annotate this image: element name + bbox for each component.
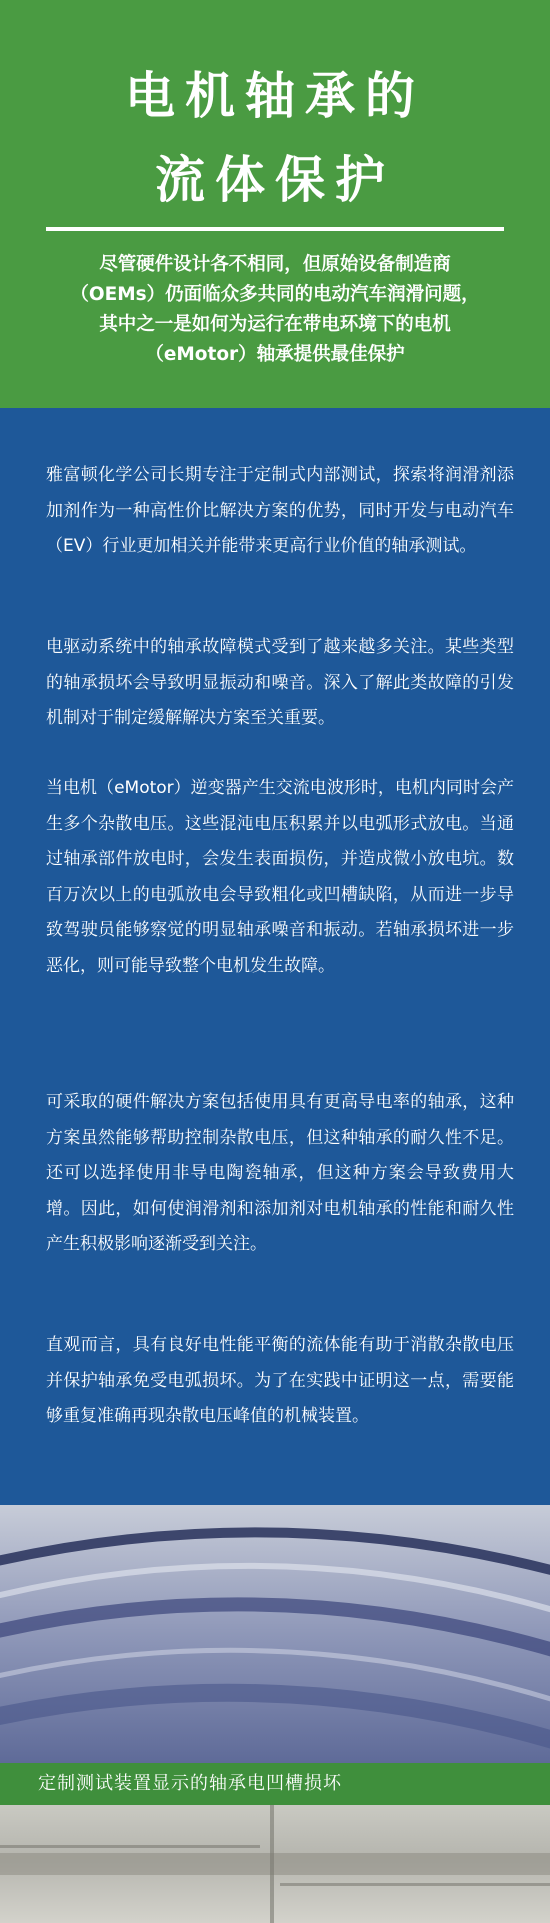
groove-damage-strip — [0, 1805, 550, 1923]
article-body — [0, 408, 550, 1508]
lead-line-4: （eMotor）轴承提供最佳保护 — [145, 344, 405, 365]
lead-summary — [30, 250, 520, 370]
title-line-1: 电机轴承的 — [125, 67, 425, 125]
lead-line-3: 其中之一是如何为运行在带电环境下的电机 — [99, 314, 451, 335]
figure-caption: 定制测试装置显示的轴承电凹槽损坏 — [38, 1773, 342, 1794]
page-title — [0, 54, 550, 222]
title-line-2: 流体保护 — [155, 151, 395, 209]
header-banner — [0, 0, 550, 408]
groove-texture — [0, 1805, 550, 1923]
paragraph-1: 雅富顿化学公司长期专注于定制式内部测试，探索将润滑剂添加剂作为一种高性价比解决方案的优势，同时开发与电动汽车（EV）行业更加相关并能带来更高行业价值的轴承测试。 — [46, 465, 514, 556]
bearing-damage-photo — [0, 1505, 550, 1923]
paragraph-2: 电驱动系统中的轴承故障模式受到了越来越多关注。某些类型的轴承损坏会导致明显振动和噪音。深入了解此类故障的引发机制对于制定缓解解决方案至关重要。 — [46, 637, 514, 728]
lead-line-1: 尽管硬件设计各不相同，但原始设备制造商 — [99, 254, 451, 275]
paragraph-5: 直观而言，具有良好电性能平衡的流体能有助于消散杂散电压并保护轴承免受电弧损坏。为了在实践中证明这一点，需要能够重复准确再现杂散电压峰值的机械装置。 — [46, 1335, 514, 1426]
paragraph-3: 当电机（eMotor）逆变器产生交流电波形时，电机内同时会产生多个杂散电压。这些混沌电压积累并以电弧形式放电。当通过轴承部件放电时，会发生表面损伤，并造成微小放电坑。数百万次以上的电弧放电会导致粗化或凹槽缺陷，从而进一步导致驾驶员能够察觉的明显轴承噪音和振动。若轴承损坏进一步恶化，则可能导致整个电机发生故障。 — [46, 778, 514, 976]
title-divider — [46, 227, 504, 231]
bearing-ring-image — [0, 1505, 550, 1765]
paragraph-4: 可采取的硬件解决方案包括使用具有更高导电率的轴承，这种方案虽然能够帮助控制杂散电压，但这种轴承的耐久性不足。还可以选择使用非导电陶瓷轴承，但这种方案会导致费用大增。因此，如何使润滑剂和添加剂对电机轴承的性能和耐久性产生积极影响逐渐受到关注。 — [46, 1092, 514, 1254]
caption-bar — [0, 1763, 550, 1805]
lead-line-2: （OEMs）仍面临众多共同的电动汽车润滑问题， — [70, 284, 480, 305]
